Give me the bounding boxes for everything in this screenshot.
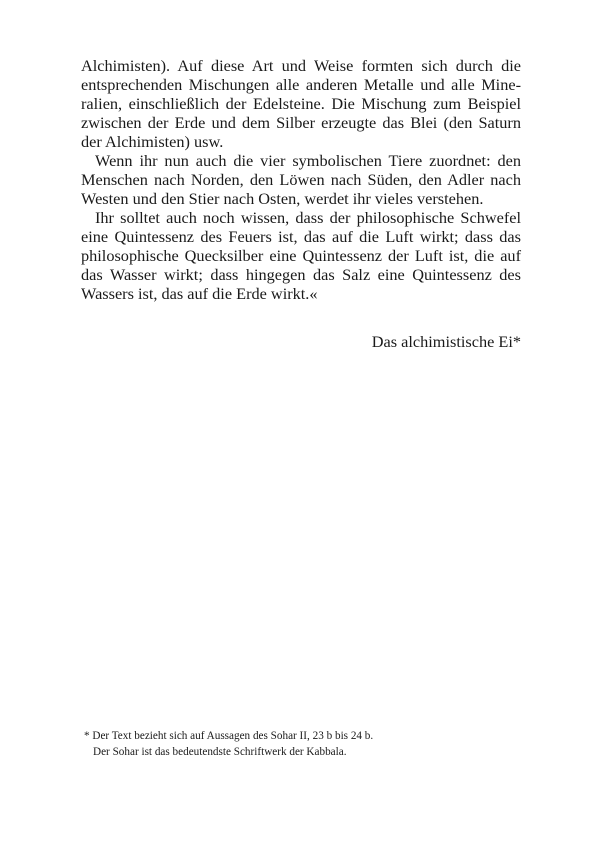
text-line: philosophische Quecksilber eine Quintessenz der Luft ist, die auf: [81, 246, 521, 265]
footnote-line: Der Sohar ist das bedeutendste Schriftwerk der Kabbala.: [93, 746, 347, 758]
text-line: Menschen nach Norden, den Löwen nach Süden, den Adler nach: [81, 170, 521, 189]
text-line: eine Quintessenz des Feuers ist, das auf die Luft wirkt; dass das: [81, 227, 521, 246]
text-line: Wenn ihr nun auch die vier symbolischen Tiere zuordnet: den: [95, 151, 521, 170]
section-heading: Das alchimistische Ei*: [371, 332, 521, 351]
footnote: [84, 728, 524, 760]
text-line: Westen und den Stier nach Osten, werdet ihr vieles verstehen.: [81, 189, 484, 208]
text-line: entsprechenden Mischungen alle anderen Metalle und alle Mine-: [81, 75, 521, 94]
text-line: der Alchimisten) usw.: [81, 132, 224, 151]
footnote-line: * Der Text bezieht sich auf Aussagen des Sohar II, 23 b bis 24 b.: [84, 730, 374, 742]
text-line: zwischen der Erde und dem Silber erzeugte das Blei (den Saturn: [81, 113, 521, 132]
text-line: ralien, einschließlich der Edelsteine. Die Mischung zum Beispiel: [81, 94, 521, 113]
text-line: Ihr solltet auch noch wissen, dass der philosophische Schwefel: [95, 208, 521, 227]
text-line: das Wasser wirkt; dass hingegen das Salz eine Quintessenz des: [81, 265, 521, 284]
text-line: Wassers ist, das auf die Erde wirkt.«: [81, 284, 318, 303]
text-line: Alchimisten). Auf diese Art und Weise formten sich durch die: [81, 56, 521, 75]
